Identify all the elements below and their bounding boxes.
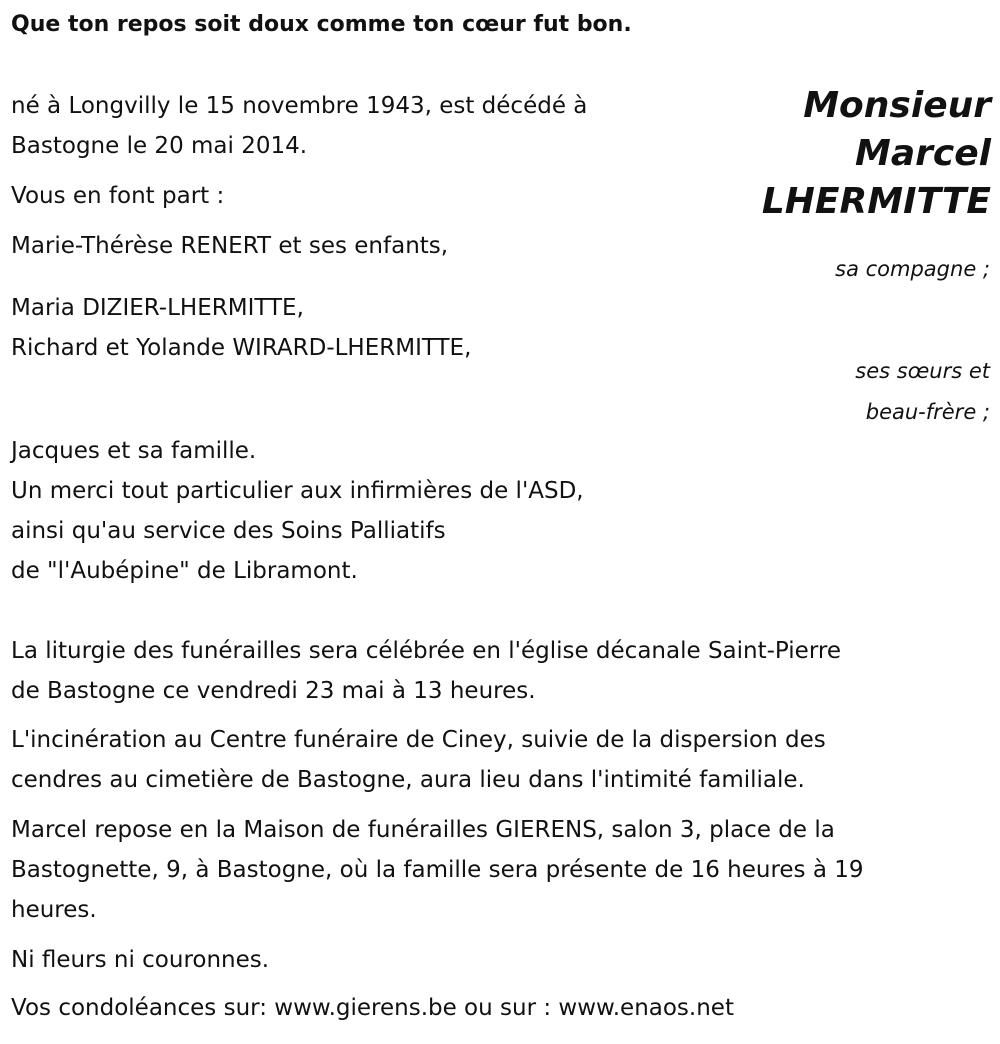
siblings-relation-2: beau-frère ; [865,400,990,424]
thanks-line-2: ainsi qu'au service des Soins Palliatifs [11,518,446,544]
birth-line-1: né à Longvilly le 15 novembre 1943, est décédé à [11,93,588,119]
sibling-line-1: Maria DIZIER-LHERMITTE, [11,295,304,321]
cremation-line-2: cendres au cimetière de Bastogne, aura lieu dans l'intimité familiale. [11,767,805,793]
companion-relation: sa compagne ; [835,257,990,281]
rest-line-2: Bastognette, 9, à Bastogne, où la famille sera présente de 16 heures à 19 [11,857,864,883]
liturgy-line-1: La liturgie des funérailles sera célébrée en l'église décanale Saint-Pierre [11,638,841,664]
sibling-line-2: Richard et Yolande WIRARD-LHERMITTE, [11,335,472,361]
others-family: Jacques et sa famille. [11,438,257,464]
deceased-honorific: Monsieur [803,85,991,126]
thanks-line-1: Un merci tout particulier aux infirmières de l'ASD, [11,478,584,504]
rest-line-1: Marcel repose en la Maison de funérailles GIERENS, salon 3, place de la [11,817,835,843]
condolences-note: Vos condoléances sur: www.gierens.be ou sur : www.enaos.net [11,995,734,1021]
liturgy-line-2: de Bastogne ce vendredi 23 mai à 13 heures. [11,678,536,704]
cremation-line-1: L'incinération au Centre funéraire de Ciney, suivie de la dispersion des [11,727,826,753]
deceased-first-name: Marcel [855,133,991,174]
companion-name: Marie-Thérèse RENERT et ses enfants, [11,233,449,259]
announce-text: Vous en font part : [11,183,225,209]
deceased-last-name: LHERMITTE [761,181,991,222]
epitaph: Que ton repos soit doux comme ton cœur fut bon. [11,12,632,37]
flowers-note: Ni fleurs ni couronnes. [11,947,270,973]
birth-line-2: Bastogne le 20 mai 2014. [11,133,308,159]
siblings-relation-1: ses sœurs et [855,359,990,383]
rest-line-3: heures. [11,897,97,923]
thanks-line-3: de "l'Aubépine" de Libramont. [11,558,358,584]
